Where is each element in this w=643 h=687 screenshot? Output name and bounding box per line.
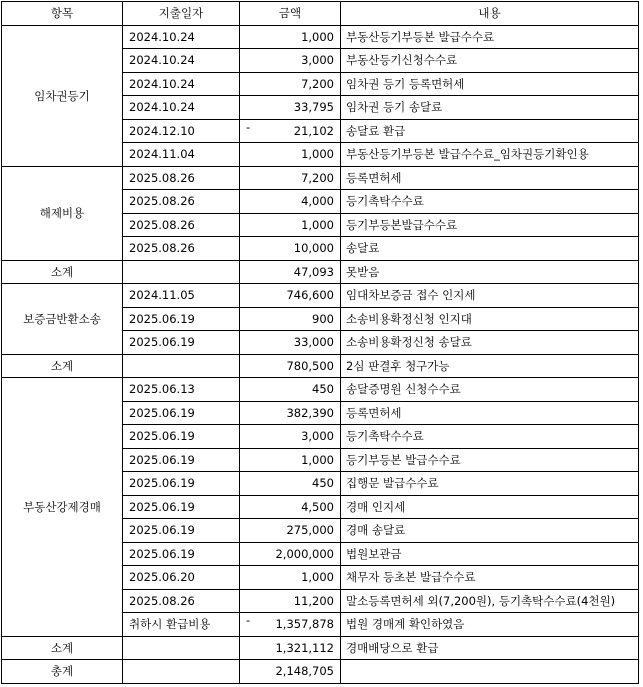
amount-value: 382,390 [286, 405, 334, 420]
category-cell: 해제비용 [2, 166, 123, 260]
amount-value: 11,200 [293, 593, 334, 608]
amount-cell [240, 72, 341, 96]
amount-value: 1,000 [301, 570, 334, 585]
date-cell: 2024.12.10 [123, 119, 240, 143]
date-cell: 2025.06.19 [123, 331, 240, 355]
description-cell: 임차권 등기 등록면허세 [341, 72, 639, 96]
amount-cell [240, 260, 341, 284]
amount-cell [240, 307, 341, 331]
description-cell: 법원보관금 [341, 542, 639, 566]
date-cell: 2025.06.19 [123, 307, 240, 331]
amount-value: 3,000 [301, 429, 334, 444]
amount-value: 450 [312, 476, 334, 491]
subtotal-label: 소계 [2, 636, 123, 660]
date-cell: 2025.06.20 [123, 566, 240, 590]
table-row [2, 284, 639, 308]
description-cell: 송달증명원 신청수수료 [341, 378, 639, 402]
amount-cell [240, 472, 341, 496]
date-cell: 2024.10.24 [123, 25, 240, 49]
expense-table [1, 1, 639, 684]
description-cell: 부동산등기부등본 발급수수료 [341, 25, 639, 49]
subtotal-label: 소계 [2, 354, 123, 378]
description-cell: 임차권 등기 송달료 [341, 96, 639, 120]
table-row [2, 166, 639, 190]
amount-cell [240, 613, 341, 637]
description-cell: 등기촉탁수수료 [341, 425, 639, 449]
description-cell: 경매배당으로 환급 [341, 636, 639, 660]
description-cell: 등록면허세 [341, 401, 639, 425]
amount-cell [240, 589, 341, 613]
date-cell: 2025.06.19 [123, 519, 240, 543]
date-cell: 2025.08.26 [123, 213, 240, 237]
description-cell: 못받음 [341, 260, 639, 284]
date-cell: 2024.10.24 [123, 49, 240, 73]
date-cell: 2025.08.26 [123, 237, 240, 261]
amount-value: 900 [312, 311, 334, 326]
date-cell: 2025.06.19 [123, 542, 240, 566]
amount-cell [240, 190, 341, 214]
date-cell: 2025.06.19 [123, 448, 240, 472]
date-cell [123, 636, 240, 660]
amount-value: 1,357,878 [275, 617, 334, 632]
date-cell: 2025.08.26 [123, 589, 240, 613]
amount-value: 1,000 [301, 217, 334, 232]
amount-value: 1,000 [301, 452, 334, 467]
amount-value: 4,000 [301, 194, 334, 209]
date-cell: 2024.10.24 [123, 72, 240, 96]
amount-cell [240, 495, 341, 519]
amount-value: 2,148,705 [275, 664, 334, 679]
amount-value: 33,795 [293, 100, 334, 115]
amount-cell [240, 213, 341, 237]
date-cell: 2025.06.19 [123, 401, 240, 425]
description-cell: 집행문 발급수수료 [341, 472, 639, 496]
date-cell: 2024.11.04 [123, 143, 240, 167]
date-cell: 취하시 환급비용 [123, 613, 240, 637]
amount-cell [240, 401, 341, 425]
subtotal-row [2, 354, 639, 378]
date-cell [123, 660, 240, 684]
category-cell: 보증금반환소송 [2, 284, 123, 355]
subtotal-row [2, 260, 639, 284]
amount-value: 7,200 [301, 76, 334, 91]
amount-cell [240, 425, 341, 449]
amount-value: 10,000 [293, 241, 334, 256]
subtotal-label: 소계 [2, 260, 123, 284]
description-cell: 채무자 등초본 발급수수료 [341, 566, 639, 590]
category-cell: 임차권등기 [2, 25, 123, 166]
amount-cell [240, 143, 341, 167]
amount-cell [240, 331, 341, 355]
description-cell: 법원 경매계 확인하였음 [341, 613, 639, 637]
amount-value: 450 [312, 382, 334, 397]
description-cell: 임대차보증금 접수 인지세 [341, 284, 639, 308]
description-cell: 부동산등기신청수수료 [341, 49, 639, 73]
amount-cell [240, 284, 341, 308]
date-cell: 2025.08.26 [123, 166, 240, 190]
amount-cell [240, 448, 341, 472]
amount-cell [240, 519, 341, 543]
amount-value: 7,200 [301, 170, 334, 185]
amount-value: 47,093 [293, 264, 334, 279]
negative-sign: - [246, 613, 251, 627]
subtotal-row [2, 660, 639, 684]
description-cell: 경매 인지세 [341, 495, 639, 519]
amount-value: 1,321,112 [275, 640, 334, 655]
header-date: 지출일자 [123, 2, 240, 26]
table-row [2, 25, 639, 49]
subtotal-label: 총계 [2, 660, 123, 684]
description-cell: 등기촉탁수수료 [341, 190, 639, 214]
amount-value: 33,000 [293, 335, 334, 350]
category-cell: 부동산강제경매 [2, 378, 123, 637]
header-amount: 금액 [240, 2, 341, 26]
amount-cell [240, 237, 341, 261]
amount-cell [240, 636, 341, 660]
negative-sign: - [246, 119, 251, 134]
date-cell: 2024.10.24 [123, 96, 240, 120]
amount-cell [240, 119, 341, 143]
description-cell: 송달료 [341, 237, 639, 261]
date-cell: 2025.08.26 [123, 190, 240, 214]
amount-cell [240, 25, 341, 49]
amount-value: 1,000 [301, 29, 334, 44]
amount-cell [240, 660, 341, 684]
amount-cell [240, 49, 341, 73]
date-cell [123, 260, 240, 284]
date-cell: 2025.06.13 [123, 378, 240, 402]
description-cell [341, 660, 639, 684]
amount-value: 780,500 [286, 358, 334, 373]
description-cell: 2심 판결후 청구가능 [341, 354, 639, 378]
amount-value: 21,102 [293, 123, 334, 138]
description-cell: 송달료 환급 [341, 119, 639, 143]
amount-value: 4,500 [301, 499, 334, 514]
amount-cell [240, 542, 341, 566]
amount-value: 2,000,000 [275, 546, 334, 561]
amount-cell [240, 354, 341, 378]
amount-value: 746,600 [286, 288, 334, 303]
subtotal-row [2, 636, 639, 660]
date-cell: 2025.06.19 [123, 472, 240, 496]
description-cell: 소송비용확정신청 송달료 [341, 331, 639, 355]
header-row [2, 2, 639, 26]
date-cell: 2024.11.05 [123, 284, 240, 308]
header-category: 항목 [2, 2, 123, 26]
table-body [2, 25, 639, 683]
amount-cell [240, 378, 341, 402]
description-cell: 소송비용확정신청 인지대 [341, 307, 639, 331]
amount-value: 1,000 [301, 147, 334, 162]
description-cell: 등록면허세 [341, 166, 639, 190]
table-row [2, 378, 639, 402]
description-cell: 부동산등기부등본 발급수수료_임차권등기확인용 [341, 143, 639, 167]
date-cell: 2025.06.19 [123, 425, 240, 449]
amount-value: 275,000 [286, 523, 334, 538]
date-cell [123, 354, 240, 378]
date-cell: 2025.06.19 [123, 495, 240, 519]
description-cell: 말소등록면허세 외(7,200원), 등기촉탁수수료(4천원) [341, 589, 639, 613]
amount-cell [240, 96, 341, 120]
description-cell: 경매 송달료 [341, 519, 639, 543]
header-description: 내용 [341, 2, 639, 26]
amount-cell [240, 566, 341, 590]
amount-cell [240, 166, 341, 190]
amount-value: 3,000 [301, 53, 334, 68]
description-cell: 등기부등본 발급수수료 [341, 448, 639, 472]
description-cell: 등기부등본발급수수료 [341, 213, 639, 237]
